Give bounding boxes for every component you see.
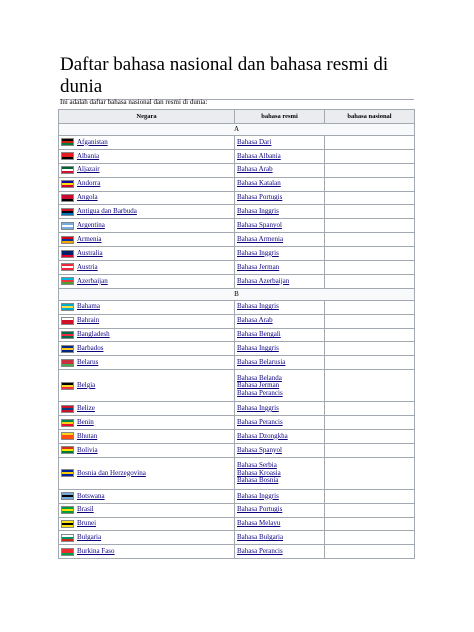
national-language-cell — [325, 233, 415, 247]
country-link[interactable]: Antigua dan Barbuda — [77, 207, 137, 216]
country-cell — [59, 314, 235, 328]
country-link[interactable]: Bhutan — [77, 431, 98, 440]
country-cell — [59, 233, 235, 247]
national-language-cell — [325, 314, 415, 328]
flag-icon — [61, 405, 74, 413]
table-row — [59, 517, 415, 531]
official-language-link[interactable]: Bahasa Azerbaijan — [237, 276, 290, 285]
official-language-link[interactable]: Bahasa Bosnia — [237, 476, 279, 485]
table-row — [59, 531, 415, 545]
official-language-link[interactable]: Bahasa Belarusia — [237, 358, 286, 367]
country-link[interactable]: Andorra — [77, 179, 101, 188]
country-cell — [59, 177, 235, 191]
official-language-link[interactable]: Bahasa Inggris — [237, 403, 279, 412]
table-row — [59, 314, 415, 328]
country-link[interactable]: Argentina — [77, 221, 105, 230]
official-language-link[interactable]: Bahasa Inggris — [237, 207, 279, 216]
national-language-cell — [325, 219, 415, 233]
table-row — [59, 489, 415, 503]
flag-icon — [61, 317, 74, 325]
flag-icon — [61, 208, 74, 216]
country-link[interactable]: Bulgaria — [77, 533, 102, 542]
official-language-link[interactable]: Bahasa Jerman — [237, 262, 280, 271]
official-language-link[interactable]: Bahasa Serbia — [237, 461, 277, 470]
country-link[interactable]: Belize — [77, 403, 95, 412]
official-language-link[interactable]: Bahasa Perancis — [237, 417, 283, 426]
country-cell — [59, 356, 235, 370]
section-row-a — [59, 124, 415, 136]
table-row — [59, 328, 415, 342]
national-language-cell — [325, 149, 415, 163]
table-row — [59, 205, 415, 219]
country-cell — [59, 136, 235, 150]
header-official-language[interactable]: bahasa resmi — [235, 110, 325, 124]
national-language-cell — [325, 517, 415, 531]
national-language-cell — [325, 443, 415, 457]
section-row-b — [59, 288, 415, 300]
national-language-cell — [325, 163, 415, 177]
national-language-cell — [325, 370, 415, 402]
country-link[interactable]: Australia — [77, 248, 103, 257]
country-link[interactable]: Belarus — [77, 358, 99, 367]
country-cell — [59, 430, 235, 444]
country-cell — [59, 205, 235, 219]
official-language-link[interactable]: Bahasa Inggris — [237, 302, 279, 311]
official-language-link[interactable]: Bahasa Portugis — [237, 193, 283, 202]
country-cell — [59, 457, 235, 489]
national-language-cell — [325, 328, 415, 342]
table-row — [59, 545, 415, 559]
flag-icon — [61, 419, 74, 427]
national-language-cell — [325, 545, 415, 559]
table-row — [59, 274, 415, 288]
country-link[interactable]: Brunei — [77, 519, 97, 528]
country-cell — [59, 261, 235, 275]
flag-icon — [61, 446, 74, 454]
official-language-cell — [235, 149, 325, 163]
header-country[interactable]: Negara — [59, 110, 235, 124]
flag-icon — [61, 359, 74, 367]
table-row — [59, 342, 415, 356]
national-language-cell — [325, 274, 415, 288]
country-link[interactable]: Azerbaijan — [77, 276, 108, 285]
table-row — [59, 247, 415, 261]
page-title: Daftar bahasa nasional dan bahasa resmi di dunia — [60, 54, 389, 97]
official-language-cell — [235, 191, 325, 205]
flag-icon — [61, 382, 74, 390]
official-language-cell — [235, 443, 325, 457]
official-language-cell — [235, 274, 325, 288]
official-language-link[interactable]: Bahasa Bulgaria — [237, 533, 284, 542]
national-language-cell — [325, 503, 415, 517]
official-language-cell — [235, 402, 325, 416]
section-letter: A — [59, 124, 415, 136]
country-cell — [59, 219, 235, 233]
country-cell — [59, 489, 235, 503]
country-link[interactable]: Bolivia — [77, 445, 98, 454]
official-language-cell — [235, 177, 325, 191]
official-language-link[interactable]: Bahasa Dari — [237, 137, 272, 146]
national-language-cell — [325, 356, 415, 370]
official-language-link[interactable]: Bahasa Albania — [237, 151, 281, 160]
flag-icon — [61, 152, 74, 160]
country-cell — [59, 149, 235, 163]
country-cell — [59, 191, 235, 205]
country-link[interactable]: Bahama — [77, 302, 100, 311]
official-language-link[interactable]: Bahasa Arab — [237, 165, 273, 174]
official-language-cell — [235, 457, 325, 489]
official-language-cell — [235, 531, 325, 545]
official-language-cell — [235, 545, 325, 559]
official-language-cell — [235, 503, 325, 517]
official-language-cell — [235, 300, 325, 314]
country-link[interactable]: Barbados — [77, 344, 104, 353]
country-link[interactable]: Bangladesh — [77, 330, 110, 339]
official-language-link[interactable]: Bahasa Jerman — [237, 381, 280, 389]
flag-icon — [61, 138, 74, 146]
country-link[interactable]: Benin — [77, 417, 94, 426]
table-row — [59, 163, 415, 177]
flag-icon — [61, 506, 74, 514]
country-cell — [59, 402, 235, 416]
official-language-link[interactable]: Bahasa Inggris — [237, 248, 279, 257]
official-language-link[interactable]: Bahasa Arab — [237, 316, 273, 325]
table-row — [59, 402, 415, 416]
official-language-link[interactable]: Bahasa Spanyol — [237, 445, 282, 454]
country-link[interactable]: Armenia — [77, 234, 102, 243]
table-row — [59, 356, 415, 370]
official-language-cell — [235, 136, 325, 150]
national-language-cell — [325, 247, 415, 261]
national-language-cell — [325, 531, 415, 545]
country-cell — [59, 247, 235, 261]
official-language-cell — [235, 219, 325, 233]
country-cell — [59, 416, 235, 430]
official-language-link[interactable]: Bahasa Melayu — [237, 519, 281, 528]
country-link[interactable]: Austria — [77, 262, 98, 271]
flag-icon — [61, 277, 74, 285]
official-language-cell — [235, 205, 325, 219]
table-row — [59, 416, 415, 430]
country-cell — [59, 274, 235, 288]
official-language-cell — [235, 328, 325, 342]
flag-icon — [61, 194, 74, 202]
national-language-cell — [325, 261, 415, 275]
country-cell — [59, 342, 235, 356]
official-language-link[interactable]: Bahasa Perancis — [237, 388, 283, 397]
national-language-cell — [325, 457, 415, 489]
flag-icon — [61, 548, 74, 556]
flag-icon — [61, 303, 74, 311]
country-link[interactable]: Angola — [77, 193, 98, 202]
national-language-cell — [325, 205, 415, 219]
national-language-cell — [325, 300, 415, 314]
national-language-cell — [325, 416, 415, 430]
flag-icon — [61, 166, 74, 174]
languages-table — [58, 109, 415, 559]
country-cell — [59, 370, 235, 402]
official-language-cell — [235, 517, 325, 531]
official-language-cell — [235, 489, 325, 503]
national-language-cell — [325, 489, 415, 503]
country-cell — [59, 163, 235, 177]
official-language-cell — [235, 356, 325, 370]
country-cell — [59, 503, 235, 517]
official-language-cell — [235, 233, 325, 247]
flag-icon — [61, 492, 74, 500]
table-row — [59, 370, 415, 402]
national-language-cell — [325, 402, 415, 416]
country-cell — [59, 300, 235, 314]
flag-icon — [61, 180, 74, 188]
table-row — [59, 261, 415, 275]
country-link[interactable]: Burkina Faso — [77, 547, 115, 556]
table-row — [59, 300, 415, 314]
flag-icon — [61, 469, 74, 477]
country-cell — [59, 531, 235, 545]
national-language-cell — [325, 136, 415, 150]
country-link[interactable]: Belgia — [77, 381, 96, 389]
country-cell — [59, 545, 235, 559]
table-row — [59, 191, 415, 205]
table-row — [59, 177, 415, 191]
country-cell — [59, 328, 235, 342]
country-link[interactable]: Bosnia dan Herzegovina — [77, 468, 146, 477]
official-language-link[interactable]: Bahasa Kroasia — [237, 468, 281, 477]
country-link[interactable]: Aljazair — [77, 165, 100, 174]
table-row — [59, 149, 415, 163]
table-row — [59, 233, 415, 247]
table-row — [59, 443, 415, 457]
flag-icon — [61, 345, 74, 353]
flag-icon — [61, 432, 74, 440]
country-link[interactable]: Botswana — [77, 491, 105, 500]
flag-icon — [61, 331, 74, 339]
official-language-cell — [235, 261, 325, 275]
country-cell — [59, 517, 235, 531]
official-language-link[interactable]: Bahasa Belanda — [237, 373, 282, 382]
flag-icon — [61, 222, 74, 230]
official-language-link[interactable]: Bahasa Inggris — [237, 344, 279, 353]
table-row — [59, 503, 415, 517]
official-language-link[interactable]: Bahasa Spanyol — [237, 221, 282, 230]
national-language-cell — [325, 177, 415, 191]
official-language-link[interactable]: Bahasa Portugis — [237, 505, 283, 514]
table-row — [59, 457, 415, 489]
flag-icon — [61, 263, 74, 271]
official-language-cell — [235, 342, 325, 356]
official-language-link[interactable]: Bahasa Bengali — [237, 330, 281, 339]
official-language-cell — [235, 163, 325, 177]
official-language-cell — [235, 416, 325, 430]
official-language-cell — [235, 314, 325, 328]
official-language-cell — [235, 247, 325, 261]
intro-text: Ini adalah daftar bahasa nasional dan resmi di dunia: — [60, 98, 208, 106]
flag-icon — [61, 250, 74, 258]
table-row — [59, 136, 415, 150]
flag-icon — [61, 534, 74, 542]
official-language-cell — [235, 430, 325, 444]
official-language-link[interactable]: Bahasa Katalan — [237, 179, 281, 188]
flag-icon — [61, 236, 74, 244]
country-link[interactable]: Bahrain — [77, 316, 100, 325]
flag-icon — [61, 520, 74, 528]
national-language-cell — [325, 342, 415, 356]
section-letter: B — [59, 288, 415, 300]
table-row — [59, 219, 415, 233]
table-header-row — [59, 110, 415, 124]
national-language-cell — [325, 430, 415, 444]
official-language-link[interactable]: Bahasa Armenia — [237, 234, 284, 243]
country-cell — [59, 443, 235, 457]
header-national-language[interactable]: bahasa nasional — [325, 110, 415, 124]
country-link[interactable]: Afganistan — [77, 137, 108, 146]
table-row — [59, 430, 415, 444]
official-language-link[interactable]: Bahasa Inggris — [237, 491, 279, 500]
official-language-cell — [235, 370, 325, 402]
official-language-link[interactable]: Bahasa Perancis — [237, 547, 283, 556]
country-link[interactable]: Albania — [77, 151, 100, 160]
country-link[interactable]: Brasil — [77, 505, 94, 514]
national-language-cell — [325, 191, 415, 205]
official-language-link[interactable]: Bahasa Dzongkha — [237, 431, 288, 440]
